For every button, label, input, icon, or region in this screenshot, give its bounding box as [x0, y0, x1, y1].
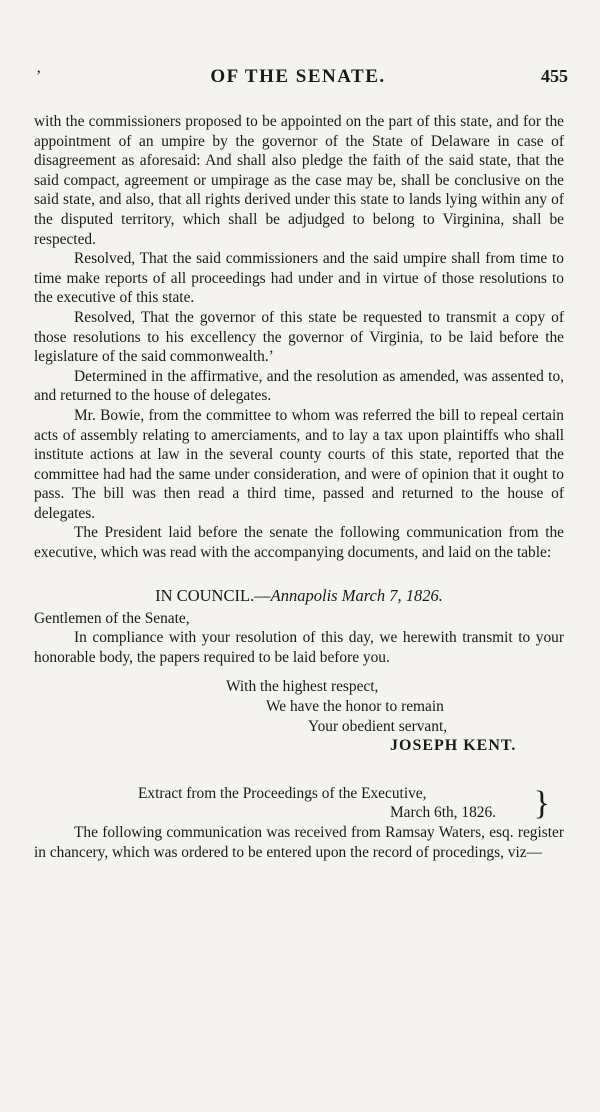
- paragraph-resolved-reports: Resolved, That the said commissioners and the said umpire shall from time to time make reports of all proceedings had under and in virtue of those resolutions to the executive of this state.: [34, 250, 564, 307]
- page-header: [28, 66, 568, 92]
- paragraph-ramsay-waters: The following communication was received from Ramsay Waters, esq. register in chancery, which was ordered to be entered upon the record of procedings, viz—: [34, 824, 564, 861]
- letter-signature: JOSEPH KENT.: [390, 737, 517, 755]
- running-title: OF THE SENATE.: [210, 66, 386, 87]
- header-mark: ʼ: [36, 68, 42, 85]
- page-body: [34, 112, 564, 862]
- extract-line-2: March 6th, 1826.: [390, 804, 497, 822]
- paragraph-president: The President laid before the senate the following communication from the executive, which was read with the accompanying documents, and laid on the table:: [34, 524, 564, 562]
- council-place-date: Annapolis March 7, 1826.: [270, 585, 443, 605]
- paragraph-continued: with the commissioners proposed to be appointed on the part of this state, and for the appointment of an umpire by the governor of the State of Delaware in case of disagreement as aforesaid: And shall also pledge the faith of the said state, that the said compact, agreement or umpirage as the case may be, shall be conclusive on the said state, and also, that all rights derived under this state to lands lying within any of the disputed territory, which shall be adjudged to belong to Virginina, shall be respected.: [34, 113, 564, 248]
- council-dash: —: [254, 585, 271, 605]
- letter-closing-honor: We have the honor to remain: [266, 698, 444, 716]
- brace-mark: }: [533, 784, 550, 822]
- paragraph-determined: Determined in the affirmative, and the resolution as amended, was assented to, and returned to the house of delegates.: [34, 367, 564, 405]
- page-number: 455: [541, 66, 568, 86]
- letter-salutation: Gentlemen of the Senate,: [34, 609, 190, 627]
- extract-heading: [34, 784, 564, 823]
- letter-closing-servant: Your obedient servant,: [308, 717, 448, 735]
- letter-closing-respect: With the highest respect,: [226, 678, 379, 696]
- council-heading: IN COUNCIL.: [155, 585, 255, 605]
- extract-line-1: Extract from the Proceedings of the Executive,: [138, 784, 427, 802]
- paragraph-mr-bowie: Mr. Bowie, from the committee to whom was referred the bill to repeal certain acts of assembly relating to amerciaments, and to lay a tax upon plaintiffs who shall institute actions at law in the several county courts of this state, reported that the committee had had the same under consideration, and were of opinion that it ought to pass. The bill was then read a third time, passed and returned to the house of delegates.: [34, 406, 564, 522]
- letter-body: In compliance with your resolution of this day, we herewith transmit to your honorable body, the papers required to be laid before you.: [34, 629, 564, 666]
- council-heading-line: [34, 585, 564, 607]
- paragraph-resolved-transmit: Resolved, That the governor of this state be requested to transmit a copy of those resolutions to his excellency the governor of Virginia, to be laid before the legislature of the said commonwealth.’: [34, 308, 564, 366]
